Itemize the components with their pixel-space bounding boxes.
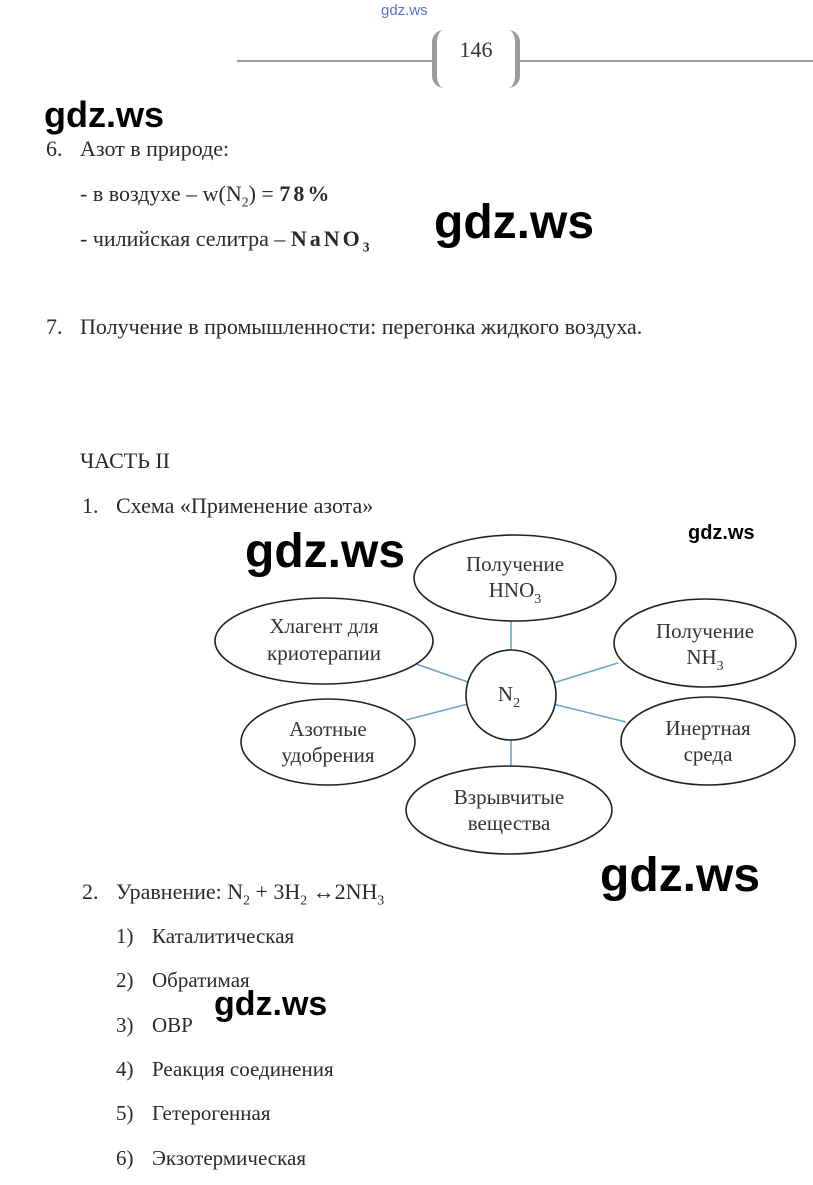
- q7-number: 7.: [46, 314, 63, 339]
- svg-text:Получение: [656, 619, 754, 643]
- svg-text:Азотные: [289, 717, 366, 741]
- q2-mid-2: ↔2NH: [307, 879, 378, 904]
- q2-equation: [82, 879, 384, 908]
- watermark: gdz.ws: [245, 525, 406, 578]
- list-item-number: 2): [116, 968, 134, 992]
- hno3-label-1: Получение: [465, 552, 565, 576]
- svg-text:среда: [684, 742, 734, 766]
- connector-fertilizers: [406, 704, 468, 720]
- q2-sub-2: 2: [300, 892, 308, 908]
- list-item: [116, 924, 294, 949]
- list-item-text: Каталитическая: [152, 924, 295, 948]
- list-item: [116, 1013, 193, 1038]
- part2-heading: ЧАСТЬ II: [80, 448, 170, 473]
- q6-number: 6.: [46, 136, 63, 161]
- connector-coolant: [416, 664, 468, 682]
- list-item: [116, 1057, 334, 1082]
- q2-mid-1: + 3H: [249, 879, 301, 904]
- svg-text:Взрывчитые: [454, 785, 564, 809]
- node-nh3: [614, 599, 796, 687]
- part2-q1-title: Схема «Применение азота»: [116, 493, 374, 518]
- nh3-label-1: Получение: [655, 619, 755, 643]
- inert-label-2: среда: [683, 742, 733, 766]
- watermark-top: gdz.ws: [381, 2, 428, 19]
- inert-label-1: Инертная: [665, 716, 751, 740]
- page-number: 146: [459, 37, 493, 62]
- center-label: N: [497, 682, 514, 706]
- svg-text:Хлагент для: [269, 614, 378, 638]
- watermark: gdz.ws: [688, 522, 755, 544]
- coolant-label-2: криотерапии: [267, 641, 381, 665]
- nh3-sub: 3: [716, 659, 724, 674]
- watermark: gdz.ws: [600, 849, 761, 902]
- list-item-text: Обратимая: [152, 968, 250, 992]
- hno3-sub: 3: [534, 592, 542, 607]
- q6-air-mid: ) =: [248, 181, 280, 206]
- list-item-text: Реакция соединения: [152, 1057, 334, 1081]
- list-item-number: 5): [116, 1101, 134, 1125]
- q6-title-text: Азот в природе:: [80, 136, 230, 161]
- coolant-label-1: Хлагент для: [269, 614, 379, 638]
- fertilizers-label-2: удобрения: [281, 743, 375, 767]
- q2-sub-3: 3: [377, 892, 385, 908]
- q6-saltpeter-prefix: - чилийская селитра –: [80, 226, 291, 251]
- node-explosives: [406, 766, 612, 854]
- list-item-text: Гетерогенная: [152, 1101, 271, 1125]
- list-item: [116, 1101, 270, 1126]
- explosives-label-1: Взрывчитые: [453, 785, 565, 809]
- q6-saltpeter-sub: 3: [362, 239, 373, 255]
- list-item: [116, 968, 250, 993]
- q6-air-prefix: - в воздухе – w(N: [80, 181, 242, 206]
- list-item-number: 3): [116, 1013, 134, 1037]
- watermark: gdz.ws: [44, 94, 165, 135]
- list-item-text: ОВР: [152, 1013, 193, 1037]
- explosives-label-2: вещества: [467, 811, 551, 835]
- svg-text:вещества: [468, 811, 551, 835]
- q7-text: Получение в промышленности: перегонка жидкого воздуха.: [80, 314, 643, 339]
- list-item-text: Экзотермическая: [152, 1146, 306, 1170]
- svg-text:удобрения: [281, 743, 374, 767]
- svg-text:криотерапии: [267, 641, 381, 665]
- watermark: gdz.ws: [434, 196, 595, 249]
- svg-text:Получение: [466, 552, 564, 576]
- list-item-number: 6): [116, 1146, 134, 1170]
- q2-prefix: Уравнение: N: [116, 879, 244, 904]
- q6-saltpeter-formula: NaNO: [290, 226, 363, 251]
- part2-q1-number: 1.: [82, 493, 99, 518]
- connector-nh3: [553, 663, 618, 683]
- watermark: gdz.ws: [214, 985, 328, 1023]
- list-item-number: 4): [116, 1057, 134, 1081]
- list-item: [116, 1146, 306, 1171]
- node-fertilizers: [241, 699, 415, 785]
- node-inert: [621, 697, 795, 785]
- connector-inert: [553, 704, 626, 722]
- q6-air-value: 78%: [279, 181, 333, 206]
- hno3-label-2: HNO: [488, 578, 535, 602]
- nh3-label-2: NH: [686, 645, 717, 669]
- q2-sub-1: 2: [243, 892, 250, 908]
- svg-text:Инертная: [665, 716, 751, 740]
- q2-number: 2.: [82, 879, 99, 904]
- q6-air-sub: 2: [241, 194, 249, 210]
- center-sub: 2: [513, 696, 521, 711]
- fertilizers-label-1: Азотные: [289, 717, 367, 741]
- list-item-number: 1): [116, 924, 134, 948]
